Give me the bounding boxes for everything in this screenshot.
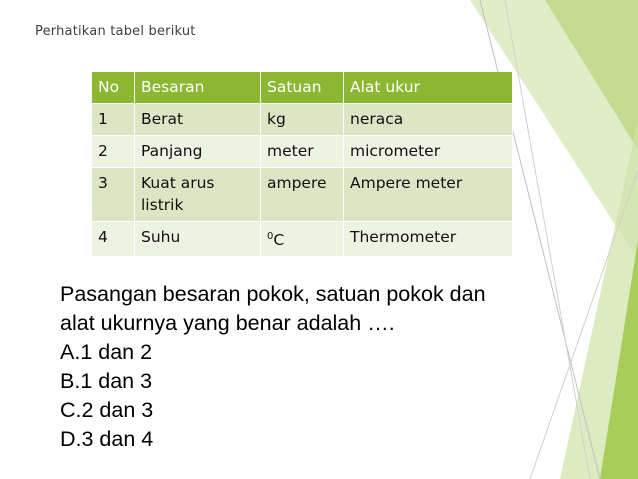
answer-option-c: C.2 dan 3 bbox=[60, 398, 154, 422]
measurement-table bbox=[92, 72, 513, 257]
table-row bbox=[92, 104, 513, 136]
cell-alat-ukur: Ampere meter bbox=[344, 168, 513, 222]
header-besaran: Besaran bbox=[135, 72, 261, 104]
table-row bbox=[92, 136, 513, 168]
unit-text: C bbox=[273, 231, 285, 250]
cell-besaran: Berat bbox=[135, 104, 261, 136]
cell-besaran bbox=[135, 168, 261, 222]
cell-besaran-line-1: Kuat arus bbox=[141, 174, 215, 192]
cell-alat-ukur: micrometer bbox=[344, 136, 513, 168]
table-row bbox=[92, 168, 513, 222]
cell-alat-ukur: neraca bbox=[344, 104, 513, 136]
header-satuan: Satuan bbox=[261, 72, 344, 104]
table-header-row bbox=[92, 72, 513, 104]
cell-satuan: meter bbox=[261, 136, 344, 168]
cell-no: 2 bbox=[92, 136, 135, 168]
cell-no: 1 bbox=[92, 104, 135, 136]
cell-satuan bbox=[261, 222, 344, 257]
cell-satuan: kg bbox=[261, 104, 344, 136]
cell-no: 4 bbox=[92, 222, 135, 257]
cell-besaran: Suhu bbox=[135, 222, 261, 257]
question-line-2: alat ukurnya yang benar adalah …. bbox=[60, 311, 395, 335]
unit-superscript: 0 bbox=[267, 231, 274, 242]
question-block bbox=[60, 280, 486, 454]
cell-besaran-line-2: listrik bbox=[141, 196, 184, 214]
slide-title: Perhatikan tabel berikut bbox=[35, 24, 196, 39]
table-row bbox=[92, 222, 513, 257]
question-line-1: Pasangan besaran pokok, satuan pokok dan bbox=[60, 282, 486, 306]
answer-option-a: A.1 dan 2 bbox=[60, 340, 153, 364]
cell-besaran: Panjang bbox=[135, 136, 261, 168]
cell-satuan: ampere bbox=[261, 168, 344, 222]
header-no: No bbox=[92, 72, 135, 104]
header-alat-ukur: Alat ukur bbox=[344, 72, 513, 104]
cell-alat-ukur: Thermometer bbox=[344, 222, 513, 257]
answer-option-d: D.3 dan 4 bbox=[60, 427, 154, 451]
answer-option-b: B.1 dan 3 bbox=[60, 369, 153, 393]
cell-no: 3 bbox=[92, 168, 135, 222]
